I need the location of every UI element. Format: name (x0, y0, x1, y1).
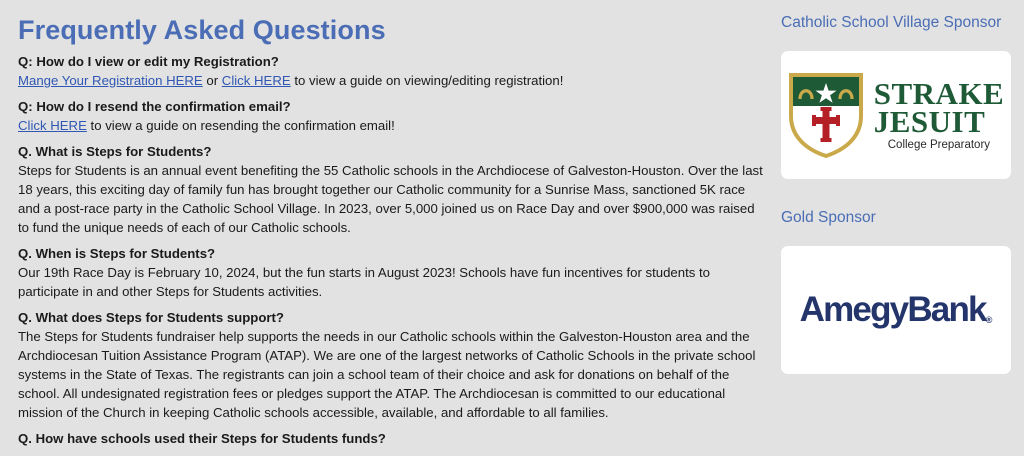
resend-email-guide-link[interactable]: Click HERE (18, 118, 87, 133)
strake-name-line1: STRAKE (873, 75, 1005, 111)
strake-jesuit-logo (788, 72, 1004, 158)
answer-text: to view a guide on resending the confirmation email! (86, 118, 395, 133)
strake-subtitle: College Preparatory (887, 138, 991, 151)
amegy-bank-logo (800, 290, 993, 330)
faq-question: Q: How do I view or edit my Registration? (18, 54, 279, 69)
faq-answer: The Steps for Students fundraiser help supports the needs in our Catholic schools within the Galveston-Houston area and the Archdiocesan Tuition Assistance Program (ATAP). We are one of the largest networks of Catholic Schools in the private school systems in the State of Texas. The registrants can join a school team of their choice and ask for donations on behalf of the school. All undesignated registration fees or pledges support the ATAP. The Archdiocesan is committed to our educational mission of the Church in keeping Catholic schools accessible, available, and affordable to all families. (18, 329, 756, 420)
registered-mark: ® (985, 315, 993, 325)
faq-item (18, 244, 768, 301)
faq-item (18, 308, 768, 422)
faq-question: Q. What does Steps for Students support? (18, 310, 284, 325)
answer-text: or (202, 73, 222, 88)
faq-item (18, 429, 768, 448)
page-title: Frequently Asked Questions (18, 15, 386, 45)
strake-wordmark (873, 75, 1005, 151)
faq-item (18, 52, 768, 90)
faq-question: Q: How do I resend the confirmation email? (18, 99, 291, 114)
faq-answer: Steps for Students is an annual event benefiting the 55 Catholic schools in the Archdiocese of Galveston-Houston. Over the last 18 years, this exciting day of family fun has brought together our Catholic community for a Sunrise Mass, sanctioned 5K race and a post-race party in the Catholic School Village. In 2023, over 5,000 joined us on Race Day and over $900,000 was raised to fund the unique needs of each of our Catholic schools. (18, 163, 763, 235)
faq-answer: Our 19th Race Day is February 10, 2024, but the fun starts in August 2023! Schools have fun incentives for students to participate in and other Steps for Students activities. (18, 265, 711, 299)
faq-question: Q. What is Steps for Students? (18, 144, 212, 159)
strake-jesuit-sponsor-card[interactable] (781, 51, 1011, 179)
faq-answer (18, 71, 768, 90)
faq-question: Q. How have schools used their Steps for Students funds? (18, 431, 386, 446)
amegy-wordmark: AmegyBank (799, 290, 986, 329)
gold-sponsor-title: Gold Sponsor (781, 209, 876, 226)
faq-item (18, 97, 768, 135)
answer-text: to view a guide on viewing/editing registration! (290, 73, 564, 88)
faq-item (18, 142, 768, 237)
shield-icon (788, 72, 864, 158)
strake-name-line2: JESUIT (873, 103, 986, 139)
village-sponsor-title: Catholic School Village Sponsor (781, 14, 1002, 31)
faq-section (18, 0, 768, 448)
faq-answer (18, 116, 768, 135)
manage-registration-link[interactable]: Mange Your Registration HERE (18, 73, 203, 88)
amegy-bank-sponsor-card[interactable] (781, 246, 1011, 374)
registration-guide-link[interactable]: Click HERE (221, 73, 291, 88)
sponsor-sidebar (781, 0, 1011, 374)
faq-question: Q. When is Steps for Students? (18, 246, 216, 261)
